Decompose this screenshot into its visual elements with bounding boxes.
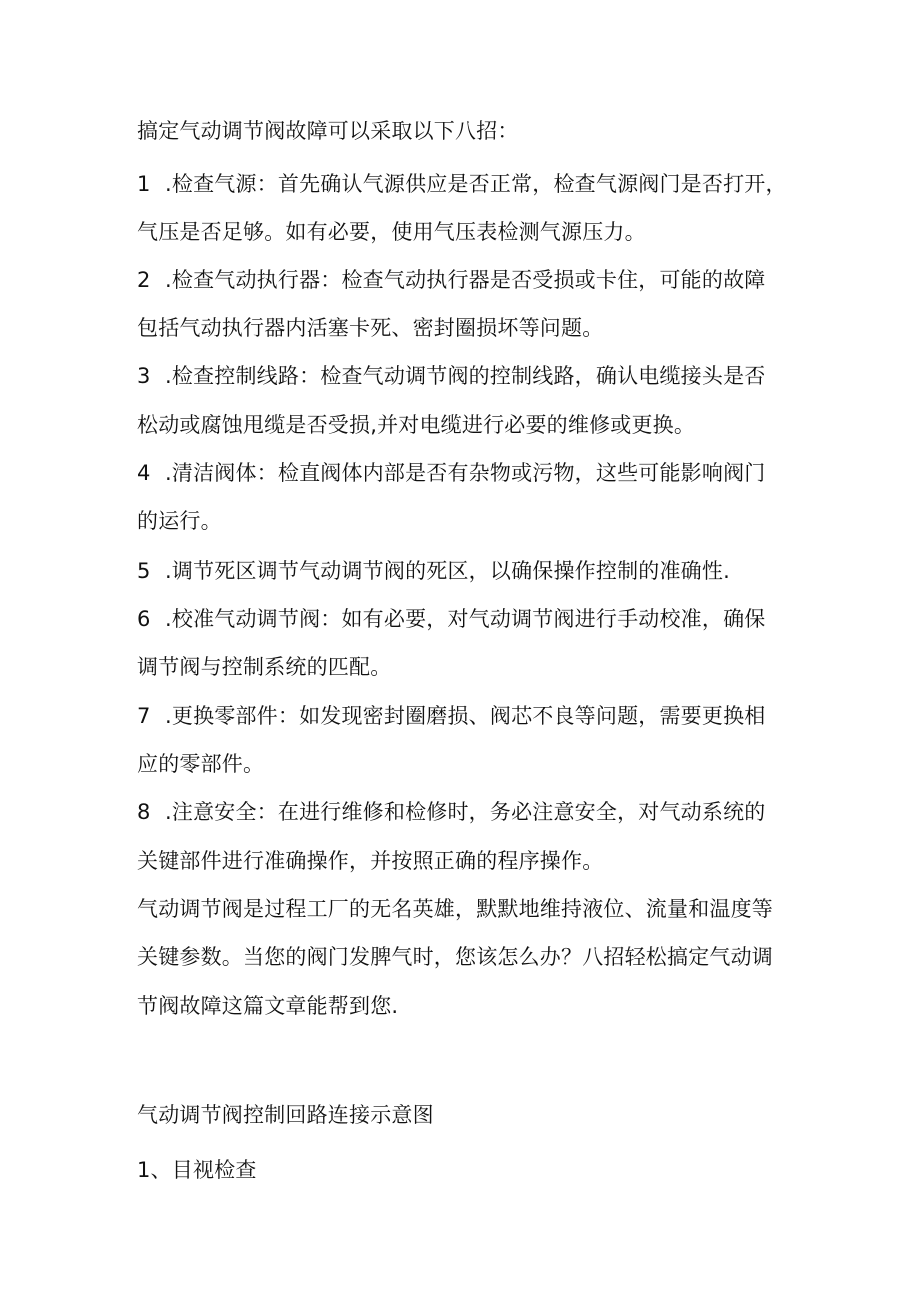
- intro-text: 搞定气动调节阀故障可以采取以下八招：: [137, 119, 519, 143]
- list-item-8-line-1: [137, 797, 765, 827]
- item-number: 7: [137, 704, 151, 728]
- item-text: .检查气源：首先确认气源供应是否正常，检查气源阀门是否打开，: [165, 172, 787, 196]
- section-heading: [137, 1155, 257, 1185]
- item-number: 8: [137, 800, 151, 824]
- item-text: .检查控制线路：检查气动调节阀的控制线路，确认电缆接头是否: [165, 364, 766, 388]
- list-item-2-line-1: [137, 265, 765, 295]
- item-text: .调节死区调节气动调节阀的死区，以确保操作控制的准确性.: [165, 559, 730, 583]
- item-text: .检查气动执行器：检查气动执行器是否受损或卡住，可能的故障: [165, 268, 766, 292]
- diagram-title: 气动调节阀控制回路连接示意图: [137, 1103, 434, 1127]
- item-number: 4: [137, 461, 151, 485]
- item-number: 2: [137, 268, 151, 292]
- closing-paragraph-line-2: 关键参数。当您的阀门发脾气时，您该怎么办？八招轻松搞定气动调: [137, 945, 773, 969]
- list-item-4-line-2: 的运行。: [137, 509, 222, 533]
- list-item-5-line-1: [137, 556, 730, 586]
- item-number: 6: [137, 607, 151, 631]
- item-number: 5: [137, 559, 151, 583]
- list-item-7-line-2: 应的零部件。: [137, 752, 265, 776]
- list-item-2-line-2: 包括气动执行器内活塞卡死、密封圈损坏等问题。: [137, 316, 604, 340]
- list-item-4-line-1: [137, 458, 765, 488]
- section-number: 1、: [137, 1158, 172, 1182]
- item-text: .更换零部件：如发现密封圈磨损、阀芯不良等问题，需要更换相: [165, 704, 766, 728]
- item-text: .清洁阀体：检直阀体内部是否有杂物或污物，这些可能影响阀门: [165, 461, 766, 485]
- list-item-6-line-2: 调节阀与控制系统的匹配。: [137, 655, 392, 679]
- closing-paragraph-line-3: 节阀故障这篇文章能帮到您.: [137, 994, 399, 1018]
- list-item-3-line-2: 松动或腐蚀甩缆是否受损,并对电缆进行必要的维修或更换。: [137, 413, 696, 437]
- list-item-3-line-1: [137, 361, 765, 391]
- list-item-6-line-1: [137, 604, 765, 634]
- item-text: .注意安全：在进行维修和检修时，务必注意安全，对气动系统的: [165, 800, 766, 824]
- list-item-7-line-1: [137, 701, 765, 731]
- item-number: 1: [137, 172, 151, 196]
- list-item-8-line-2: 关键部件进行准确操作，并按照正确的程序操作。: [137, 849, 604, 873]
- item-text: .校准气动调节阀：如有必要，对气动调节阀进行手动校准，确保: [165, 607, 766, 631]
- closing-paragraph-line-1: 气动调节阀是过程工厂的无名英雄，默默地维持液位、流量和温度等: [137, 897, 773, 921]
- item-number: 3: [137, 364, 151, 388]
- list-item-1-line-1: [137, 169, 787, 199]
- section-title: 目视检查: [171, 1158, 257, 1182]
- list-item-1-line-2: 气压是否足够。如有必要，使用气压表检测气源压力。: [137, 220, 646, 244]
